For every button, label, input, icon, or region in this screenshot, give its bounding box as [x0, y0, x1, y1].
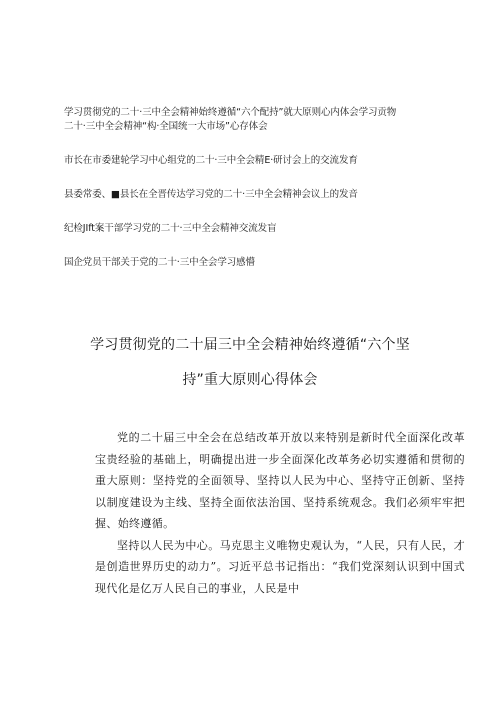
document-body [95, 427, 465, 599]
body-paragraph: 坚持以人民为中心。马克思主义唯物史观认为，“人民，只有人民，才是创造世界历史的动力”。习近平总书记指出：“我们党深刻认识到中国式现代化是亿万人民自己的事业，人民是中 [95, 538, 465, 595]
toc-item: 市长在市委建轮学习中心组党的二十·三中全会精E·研讨会上的交流发育 [64, 155, 358, 166]
table-of-contents [64, 106, 484, 270]
toc-item: 二十·三中全会精神“构·全国统一大市场”心存体会 [64, 121, 268, 132]
toc-item: 国企党员干部关于党的二十·三中全会学习感懵 [64, 257, 255, 268]
toc-item: 县委常委、■县长在全晋传达学习党的二十·三中全会精神会议上的发音 [64, 189, 358, 200]
body-paragraph: 党的二十届三中全会在总结改革开放以来特别是新时代全面深化改革宝贵经验的基础上，明确提出进一步全面深化改革务必切实遵循和贯彻的重大原则：坚持党的全面领导、坚持以人民为中心、坚持守正创新、坚持以制度建设为主线、坚持全面依法治国、坚持系统观念。我们必须牢牢把握、始终遵循。 [95, 431, 465, 530]
document-title-line-1: 学习贯彻党的二十届三中全会精神始终遵循“六个坚 [90, 337, 410, 353]
toc-item: 学习贯彻党的二十·三中全会精神始终遵循“六个配持”就大原则心内体会学习贡物 [64, 107, 397, 118]
toc-item: 纪检JIft案干部学习党的二十·三中全会精神交流发盲 [64, 223, 277, 234]
document-title-line-2: 持”重大原则心得体会 [182, 372, 318, 388]
